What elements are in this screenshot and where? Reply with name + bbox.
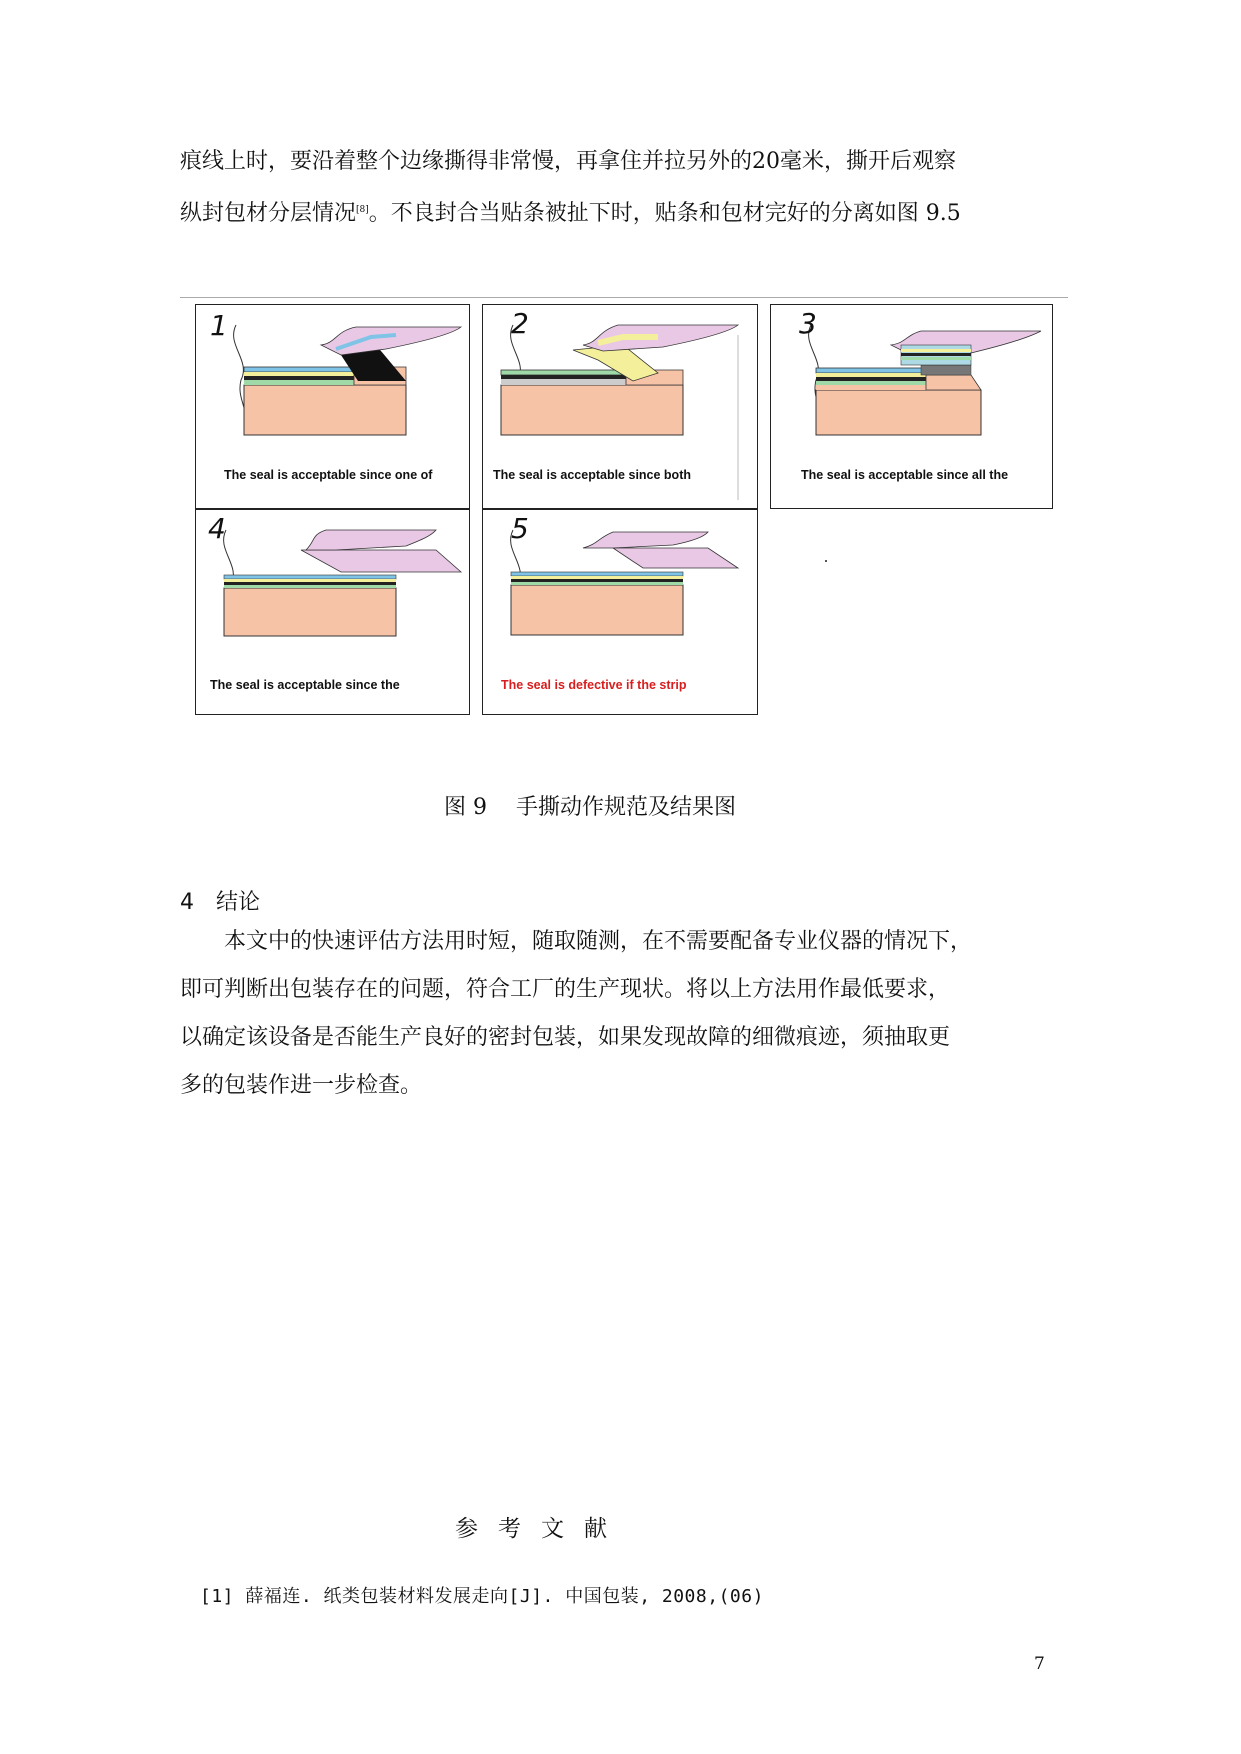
paragraph-text: 纵封包材分层情况	[180, 201, 357, 226]
panel-number: 5	[511, 512, 529, 545]
paragraph-line	[180, 186, 1070, 238]
figure-panel-2	[482, 304, 758, 509]
panel-number: 1	[210, 309, 228, 342]
figure-top-rule	[180, 297, 1068, 298]
section-heading: 4 结论	[180, 890, 260, 915]
panel-caption	[210, 649, 418, 715]
references-title: 参考文献	[455, 1516, 627, 1542]
paragraph-line: 本文中的快速评估方法用时短，随取随测，在不需要配备专业仪器的情况下，	[180, 929, 973, 954]
top-paragraph	[180, 138, 1070, 238]
paragraph-line: 即可判断出包装存在的问题，符合工厂的生产现状。将以上方法用作最低要求，	[180, 977, 951, 1002]
paragraph-text: 。不良封合当贴条被扯下时，贴条和包材完好的分离如图 9.5	[368, 201, 961, 226]
figure-panel-1	[195, 304, 470, 509]
caption-line: The seal is acceptable since all the	[801, 468, 1009, 482]
caption-line: The seal is defective if the strip	[501, 678, 687, 692]
panel-number: 2	[511, 307, 529, 340]
caption-line: The seal is acceptable since one of	[224, 468, 433, 482]
citation-ref[interactable]: [8]	[356, 205, 369, 215]
stray-dot	[825, 560, 827, 562]
panel-caption	[493, 439, 719, 509]
page-number: 7	[1034, 1654, 1045, 1674]
panel-caption	[801, 439, 1014, 509]
paragraph-line: 多的包装作进一步检查。	[180, 1073, 423, 1098]
paragraph-line: 以确定该设备是否能生产良好的密封包装，如果发现故障的细微痕迹，须抽取更	[180, 1025, 951, 1050]
figure-caption: 图 9 手撕动作规范及结果图	[444, 795, 736, 820]
panel-number: 3	[799, 307, 817, 340]
panel-caption	[224, 439, 432, 509]
panel-caption	[501, 649, 718, 715]
reference-item: [1] 薛福连. 纸类包装材料发展走向[J]. 中国包装, 2008,(06)	[200, 1586, 764, 1607]
conclusion-paragraph	[180, 918, 1070, 1110]
caption-line: The seal is acceptable since the	[210, 678, 400, 692]
figure-panel-4	[195, 509, 470, 715]
figure-panel-3	[770, 304, 1053, 509]
figure-panel-5	[482, 509, 758, 715]
paragraph-line: 痕线上时，要沿着整个边缘撕得非常慢，再拿住并拉另外的20毫米，撕开后观察	[180, 149, 956, 174]
panel-number: 4	[208, 512, 226, 545]
caption-line: The seal is acceptable since both	[493, 468, 691, 482]
